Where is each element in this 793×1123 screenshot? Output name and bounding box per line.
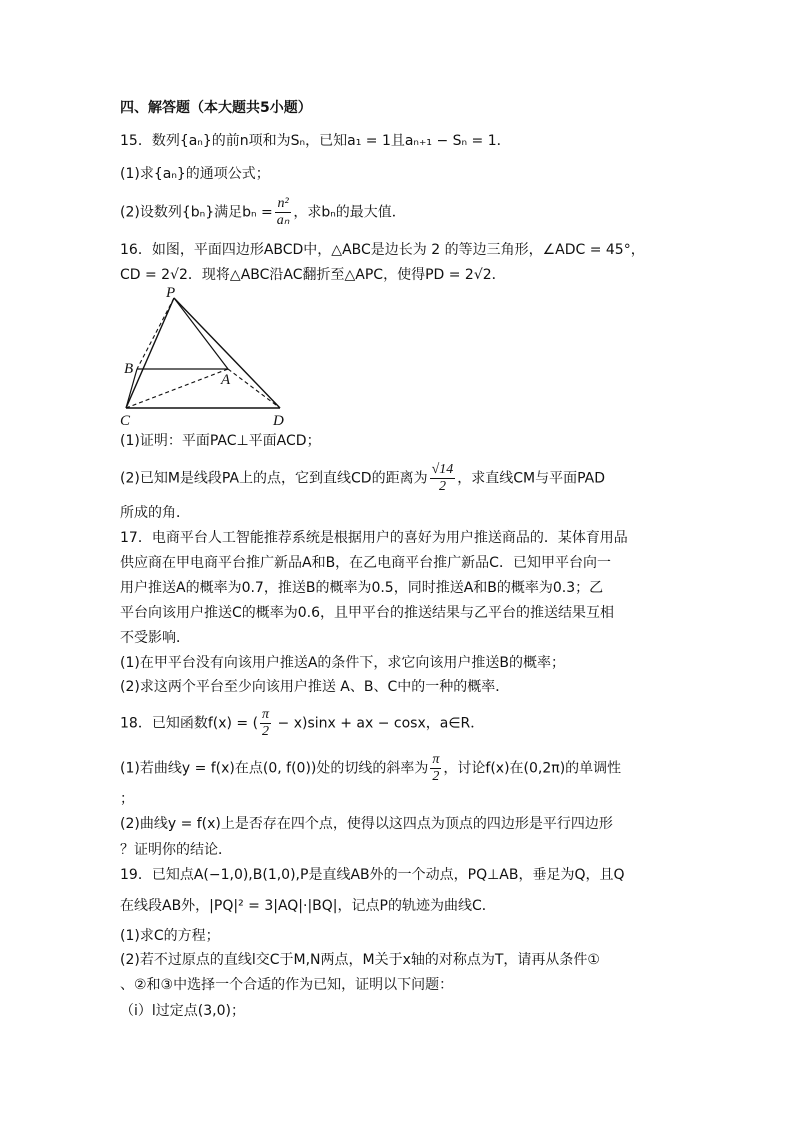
q16-frac-num: √14 [431,462,454,477]
q18-part1-fraction [430,752,441,785]
q15-frac-num: n² [275,196,292,213]
q18-part2: (2)曲线y = f(x)上是否存在四个点，使得以这四点为顶点的四边形是平行四边形 [120,816,613,832]
q15-part2 [120,196,406,229]
q15-part1: (1)求{aₙ}的通项公式； [120,166,270,182]
label-B: B [124,361,134,377]
q19-part-i: （i）l过定点(3,0)； [120,1003,245,1019]
q17-part2: (2)求这两个平台至少向该用户推送 A、B、C中的一种的概率． [120,679,510,695]
q16-part2 [120,462,605,495]
q15-fraction [275,196,292,229]
geometry-figure [110,285,310,430]
edge-PA [174,298,228,369]
q15-frac-den: aₙ [276,213,290,228]
q19-line1: 19．已知点A(−1,0),B(1,0),P是直线AB外的一个动点，PQ⊥AB，垂足为Q，且Q [120,867,625,883]
edge-PB-dashed [137,298,174,369]
q15-stem: 15．数列{aₙ}的前n项和为Sₙ，已知a₁ = 1且aₙ₊₁ − Sₙ = 1． [120,133,511,149]
q17-part1: (1)在甲平台没有向该用户推送A的条件下，求它向该用户推送B的概率； [120,655,566,671]
q18-part1-text-b: ，讨论f(x)在(0,2π)的单调性 [443,760,622,777]
q18-part1-frac-num: π [432,752,440,767]
q16-frac-den: 2 [438,479,446,494]
label-D: D [273,413,284,429]
section-title: 四、解答题（本大题共5小题） [120,100,312,116]
edge-PD [174,298,280,408]
q18-part1 [120,752,621,785]
q19-part2: (2)若不过原点的直线l交C于M,N两点，M关于x轴的对称点为T，请再从条件① [120,952,600,968]
label-A: A [221,372,231,388]
q16-part2-text-b: ，求直线CM与平面PAD [457,470,606,487]
q19-line2: 在线段AB外，|PQ|² = 3|AQ|·|BQ|，记点P的轨迹为曲线C． [120,898,496,914]
label-P: P [166,285,176,301]
q19-part1: (1)求C的方程； [120,928,220,944]
q17-line1: 17．电商平台人工智能推荐系统是根据用户的喜好为用户推送商品的．某体育用品 [120,530,628,546]
edge-PC [126,298,174,408]
q18-stem [120,707,484,740]
q17-line4: 平台向该用户推送C的概率为0.6，且甲平台的推送结果与乙平台的推送结果互相 [120,605,615,621]
q18-part1-cont: ； [120,791,134,807]
edge-AC-dashed [126,369,228,408]
q16-fraction [430,462,456,495]
q18-part1-text-a: (1)若曲线y = f(x)在点(0, f(0))处的切线的斜率为 [120,760,429,777]
q18-stem-fraction [260,707,271,740]
q16-stem-line1: 16．如图，平面四边形ABCD中，△ABC是边长为 2 的等边三角形，∠ADC = 45°， [120,242,645,258]
q17-line2: 供应商在甲电商平台推广新品A和B，在乙电商平台推广新品C．已知甲平台向一 [120,555,611,571]
q16-part1: (1)证明：平面PAC⊥平面ACD； [120,433,321,449]
q18-stem-text-b: − x)sinx + ax − cosx，a∈R． [273,715,485,732]
q18-stem-frac-num: π [262,707,270,722]
q18-part1-frac-den: 2 [432,769,440,784]
q19-part2-cont: 、②和③中选择一个合适的作为已知，证明以下问题： [120,977,454,993]
q18-part2-cont: ？证明你的结论． [120,842,232,858]
q15-part2-text-b: ，求bₙ的最大值． [293,204,406,221]
q16-stem-line2: CD = 2√2．现将△ABC沿AC翻折至△APC，使得PD = 2√2． [120,267,506,283]
q15-part2-text-a: (2)设数列{bₙ}满足bₙ = [120,204,273,221]
label-C: C [120,413,131,429]
q18-stem-frac-den: 2 [262,724,270,739]
edge-AD-dashed [228,369,280,408]
q16-part2-text-a: (2)已知M是线段PA上的点，它到直线CD的距离为 [120,470,428,487]
q17-line5: 不受影响． [120,630,190,646]
q17-line3: 用户推送A的概率为0.7，推送B的概率为0.5，同时推送A和B的概率为0.3；乙 [120,580,604,596]
q18-stem-text-a: 18．已知函数f(x) = ( [120,715,259,732]
q16-part2-cont: 所成的角． [120,505,190,521]
